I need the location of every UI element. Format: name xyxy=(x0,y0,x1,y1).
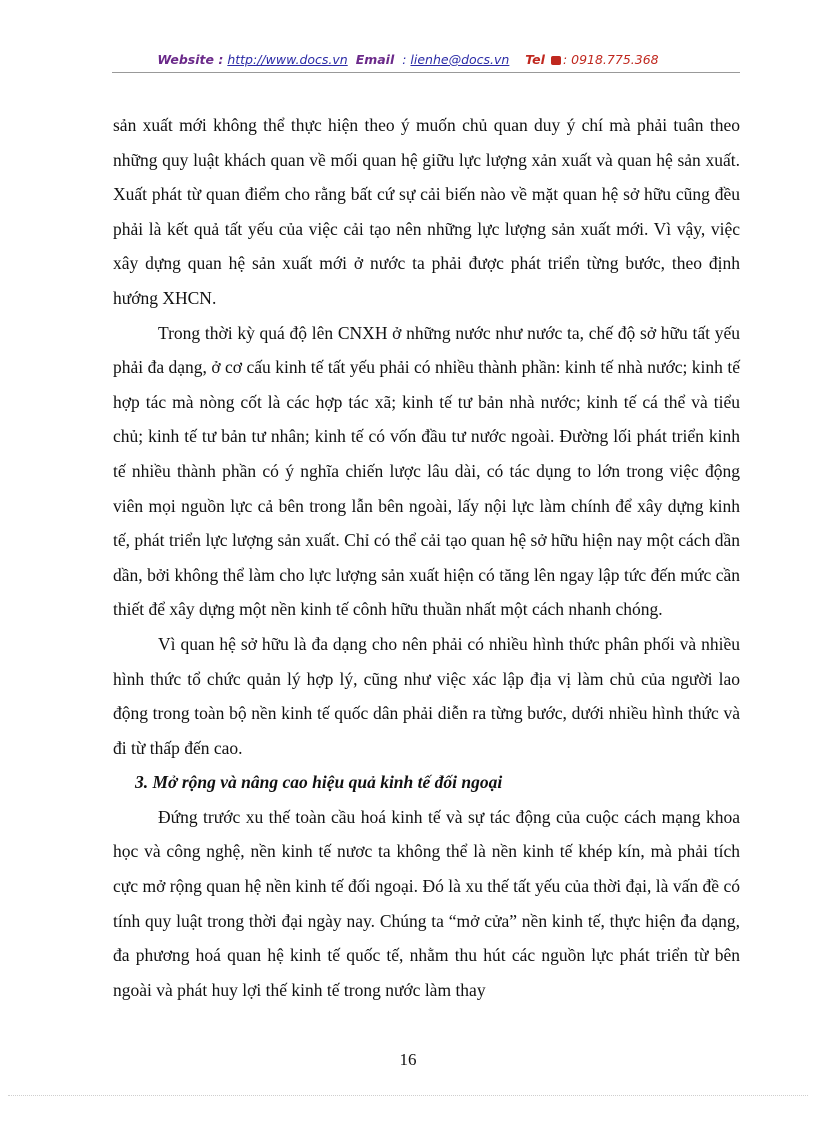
email-link[interactable]: lienhe@docs.vn xyxy=(410,52,510,67)
section-heading: 3. Mở rộng và nâng cao hiệu quả kinh tế đối ngoại xyxy=(135,772,503,793)
page-number: 16 xyxy=(399,1050,417,1069)
tel-value: 0918.775.368 xyxy=(571,52,659,67)
phone-icon xyxy=(551,56,561,65)
header-divider xyxy=(112,72,740,73)
paragraph: Đứng trước xu thế toàn cầu hoá kinh tế và sự tác động của cuộc cách mạng khoa học và công nghệ, nền kinh tế nươc ta không thể là nền kinh tế khép kín, mà phải tích cực mở rộng quan hệ nền kinh tế đối ngoại. Đó là xu thế tất yếu của thời đại, là vấn đề có tính quy luật trong thời đại ngày nay. Chúng ta “mở cửa” nền kinh tế, thực hiện đa dạng, đa phương hoá quan hệ kinh tế quốc tế, nhằm thu hút các nguồn lực phát triển từ bên ngoài và phát huy lợi thế kinh tế trong nước làm thay xyxy=(113,806,740,1000)
website-link[interactable]: http://www.docs.vn xyxy=(227,52,348,67)
tel-label: Tel xyxy=(525,52,545,67)
paragraph: Vì quan hệ sở hữu là đa dạng cho nên phải có nhiều hình thức phân phối và nhiều hình thức tổ chức quản lý hợp lý, cũng như việc xác lập địa vị làm chủ của người lao động trong toàn bộ nền kinh tế quốc dân phải diễn ra từng bước, dưới nhiều hình thức và đi từ thấp đến cao. xyxy=(113,633,740,758)
body-text xyxy=(113,108,740,1007)
page-bottom-border xyxy=(8,1095,808,1096)
paragraph: Trong thời kỳ quá độ lên CNXH ở những nước như nước ta, chế độ sở hữu tất yếu phải đa dạng, ở cơ cấu kinh tế tất yếu phải có nhiều thành phần: kinh tế nhà nước; kinh tế hợp tác mà nòng cốt là các hợp tác xã; kinh tế tư bản nhà nước; kinh tế cá thể và tiểu chủ; kinh tế tư bản tư nhân; kinh tế có vốn đầu tư nước ngoài. Đường lối phát triển kinh tế nhiều thành phần có ý nghĩa chiến lược lâu dài, có tác dụng to lớn trong việc động viên mọi nguồn lực cả bên trong lẫn bên ngoài, lấy nội lực làm chính để xây dựng kinh tế, phát triển lực lượng sản xuất. Chỉ có thể cải tạo quan hệ sở hữu hiện nay một cách dần dần, bởi không thể làm cho lực lượng sản xuất hiện có tăng lên ngay lập tức đến mức cần thiết để xây dựng một nền kinh tế cônh hữu thuần nhất một cách nhanh chóng. xyxy=(113,322,740,620)
email-label: Email xyxy=(355,52,395,67)
website-label: Website : xyxy=(157,52,224,67)
page-header: Website : http://www.docs.vn Email : lienhe@docs.vn Tel : 0918.775.368 xyxy=(157,52,659,67)
paragraph-continuation: sản xuất mới không thể thực hiện theo ý muốn chủ quan duy ý chí mà phải tuân theo những quy luật khách quan về mối quan hệ giữu lực lượng xản xuất và quan hệ sản xuất. Xuất phát từ quan điểm cho rằng bất cứ sự cải biến nào về mặt quan hệ sở hữu cũng đều phải là kết quả tất yếu của việc cải tạo nên những lực lượng sản xuất mới. Vì vậy, việc xây dựng quan hệ sản xuất mới ở nước ta phải được phát triển từng bước, theo định hướng XHCN. xyxy=(113,115,740,308)
